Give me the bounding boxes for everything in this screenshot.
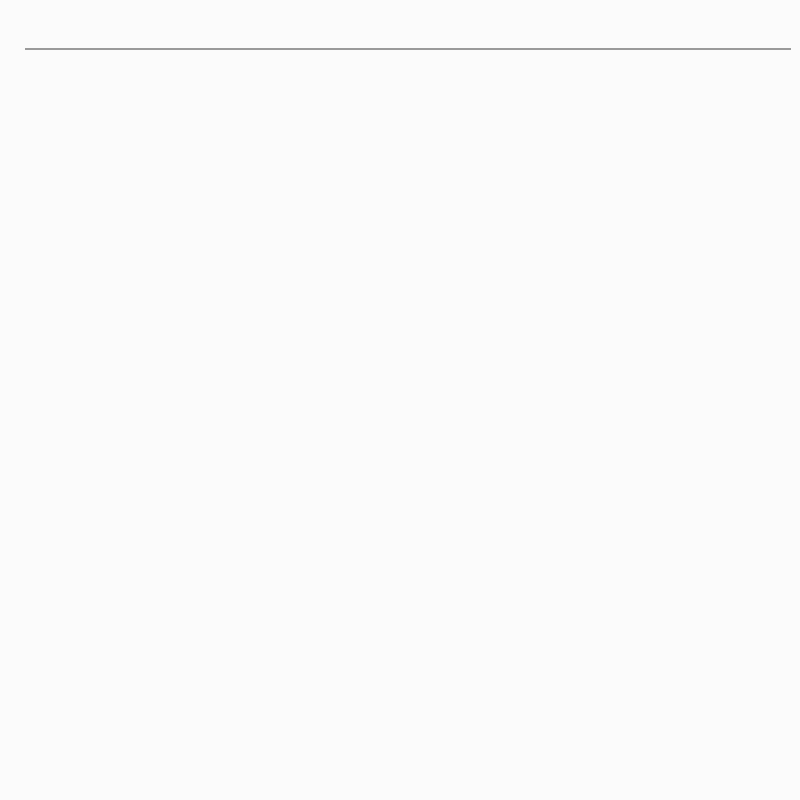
table-header-row <box>25 25 791 48</box>
table-body <box>25 48 791 50</box>
spec-table <box>25 25 791 50</box>
